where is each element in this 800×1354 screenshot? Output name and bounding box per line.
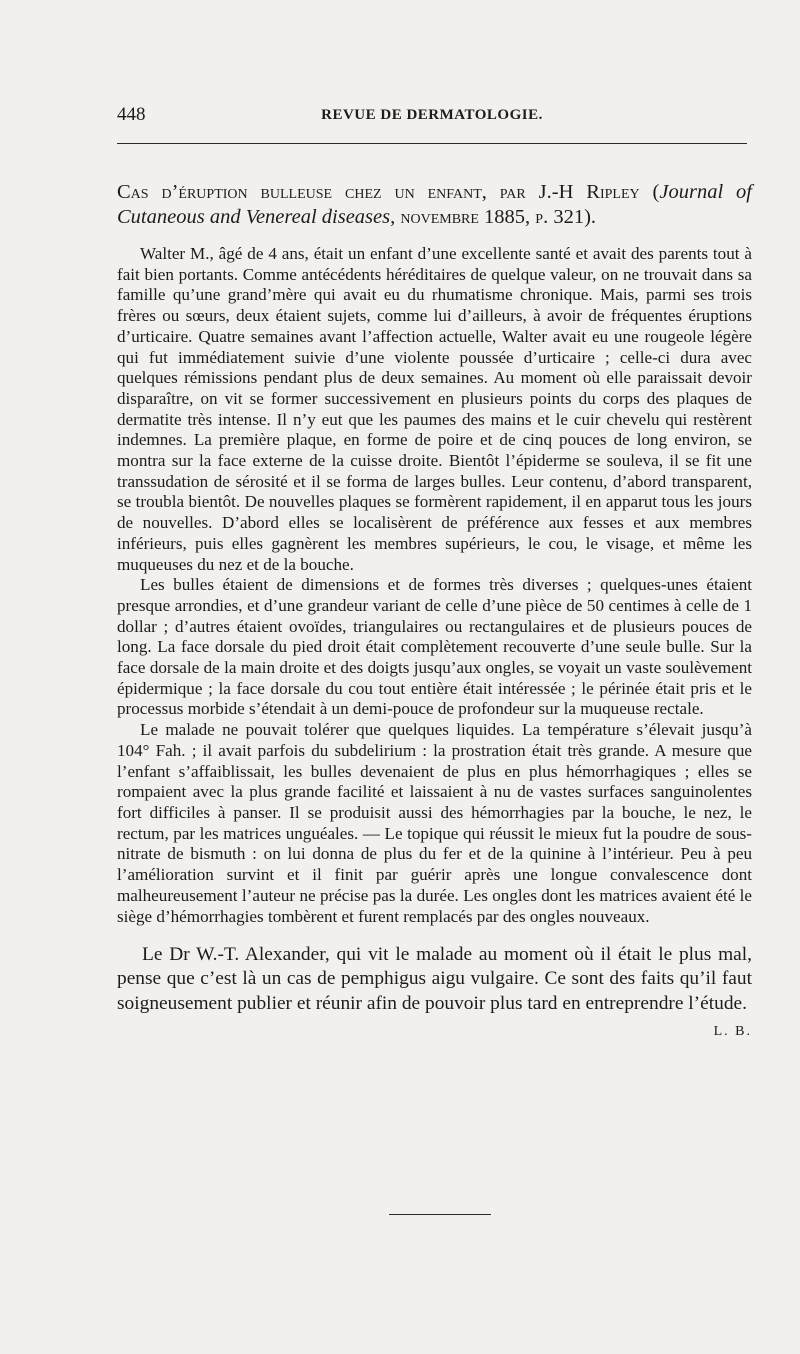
paragraph-3: Le malade ne pouvait tolérer que quelques liquides. La température s’élevait jusqu’à 104° Fah. ; il avait parfois du subdelirium : la prostration était très grande. A mesure que l’enfant s’affaiblissait, les bulles devenaient de plus en plus hémorrhagiques ; elles se rompaient avec la plus grande facilité et laissaient à nu de vastes surfaces sanguinolentes fort difficiles à panser. Il se produisit aussi des hémorrhagies par la bouche, le nez, le rectum, par les matrices unguéales. — Le topique qui réussit le mieux fut la poudre de sous-nitrate de bismuth : on lui donna de plus du fer et de la quinine à l’intérieur. Peu à peu l’amélioration survint et il finit par guérir après une longue convalescence dont malheureusement l’auteur ne précise pas la durée. Les ongles dont les matrices avaient été le siège d’hémorrhagies tombèrent et furent remplacés par des ongles nouveaux. [117, 720, 752, 926]
end-rule [389, 1214, 491, 1215]
journal-name: Journal of Cutaneous and Venereal diseases, [117, 181, 752, 228]
title-citation: novembre 1885, p. 321). [395, 206, 597, 228]
page-number: 448 [117, 104, 146, 125]
author-signature: L. B. [713, 1023, 752, 1039]
article [117, 180, 752, 1044]
conclusion-text: Le Dr W.-T. Alexander, qui vit le malade au moment où il était le plus mal, pense que c’est là un cas de pemphigus aigu vulgaire. Ce sont des faits qu’il faut soigneusement publier et réunir afin de pouvoir plus tard en entreprendre l’étude. [117, 944, 752, 1014]
article-body [117, 244, 752, 927]
header-rule [117, 143, 747, 144]
title-author: par J.-H Ripley ( [486, 181, 660, 203]
paragraph-2: Les bulles étaient de dimensions et de formes très diverses ; quelques-unes étaient presque arrondies, et d’une grandeur variant de celle d’une pièce de 50 centimes à celle de 1 dollar ; d’autres étaient ovoïdes, triangulaires ou rectangulaires et de plusieurs pouces de long. La face dorsale du pied droit était complètement recouverte d’une seule bulle. Sur la face dorsale de la main droite et des doigts jusqu’aux ongles, se voyait un vaste soulèvement épidermique ; la face dorsale du cou tout entière était intéressée ; le périnée était pris et le processus morbide s’étendait à un demi-pouce de profondeur sur la muqueuse rectale. [117, 575, 752, 719]
title-prefix: Cas d’éruption bulleuse chez un enfant, [117, 181, 487, 203]
page-header [117, 104, 747, 130]
running-head: REVUE DE DERMATOLOGIE. [321, 107, 543, 123]
paragraph-1: Walter M., âgé de 4 ans, était un enfant d’une excellente santé et avait des parents tout à fait bien portants. Comme antécédents héréditaires de quelque valeur, on ne trouvait dans sa famille qu’une grand’mère qui avait eu du rhumatisme chronique. Mais, parmi ses trois frères ou sœurs, deux étaient sujets, comme lui d’ailleurs, à avoir de fréquentes éruptions d’urticaire. Quatre semaines avant l’affection actuelle, Walter avait eu une rougeole légère qui fut immédiatement suivie d’une violente poussée d’urticaire ; celle-ci dura avec quelques rémissions pendant plus de deux semaines. Au moment où elle paraissait devoir disparaître, on vit se former successivement en plusieurs points du corps des plaques de dermatite très intense. Il n’y eut que les paumes des mains et le cuir chevelu qui restèrent indemnes. La première plaque, en forme de poire et de cinq pouces de long environ, se montra sur la face externe de la cuisse droite. Bientôt l’épiderme se souleva, il se fit une transsudation de sérosité et il se forma de larges bulles. Leur contenu, d’abord transparent, se troubla bientôt. De nouvelles plaques se formèrent rapidement, il en apparut tous les jours de nouvelles. D’abord elles se localisèrent de préférence aux fesses et aux membres inférieurs, puis elles gagnèrent les membres supérieurs, le cou, le visage, et même les muqueuses du nez et de la bouche. [117, 244, 752, 574]
conclusion-paragraph [117, 943, 752, 1039]
article-title [117, 180, 752, 230]
